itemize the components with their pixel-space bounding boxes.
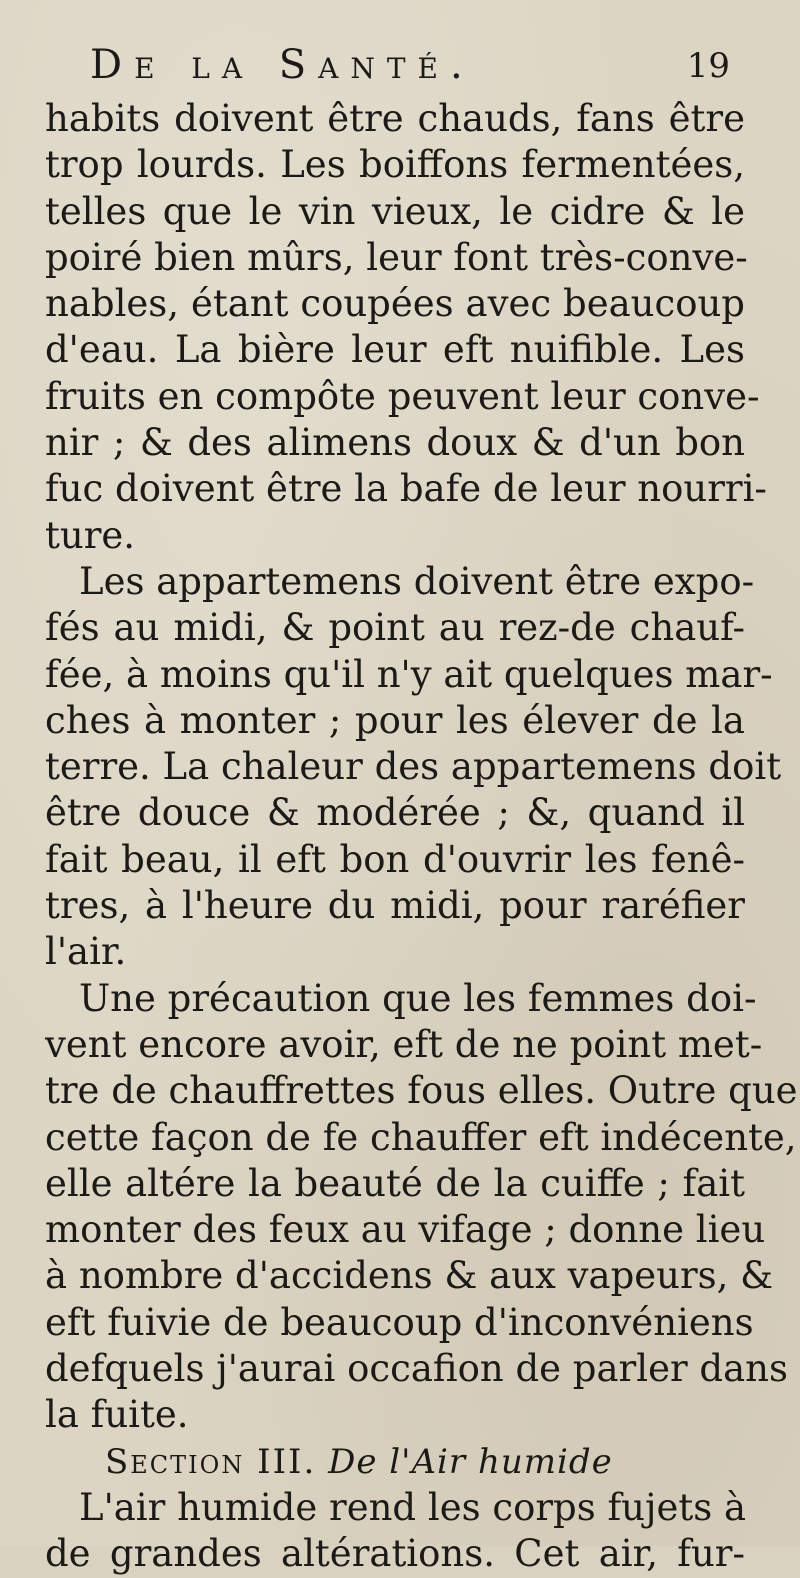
text-line: fés au midi, & point au rez-de chauf-: [45, 606, 745, 650]
text-line: defquels j'aurai occafion de parler dans: [45, 1347, 788, 1391]
text-line: la fuite.: [45, 1393, 189, 1437]
text-line: eft fuivie de beaucoup d'inconvéniens: [45, 1300, 754, 1344]
section-label: Section III.: [105, 1441, 317, 1482]
text-line: d'eau. La bière leur eft nuifible. Les: [45, 328, 745, 372]
text-line: telles que le vin vieux, le cidre & le: [45, 189, 745, 233]
text-line: à nombre d'accidens & aux vapeurs, &: [45, 1254, 774, 1298]
paragraph-start: Une précaution que les femmes doi-: [79, 976, 757, 1020]
text-line: habits doivent être chauds, fans être: [45, 97, 745, 140]
text-line: vent encore avoir, eft de ne point met-: [45, 1022, 763, 1066]
text-line: terre. La chaleur des appartemens doit: [45, 745, 782, 789]
text-line: nables, étant coupées avec beaucoup: [45, 282, 745, 326]
text-line: trop lourds. Les boiffons fermentées,: [45, 143, 745, 187]
section-heading: [45, 1439, 745, 1485]
text-line: elle altére la beauté de la cuiffe ; fait: [45, 1161, 745, 1205]
text-line: ture.: [45, 513, 136, 557]
text-line: poiré bien mûrs, leur font très-conve-: [45, 235, 748, 279]
text-line: fruits en compôte peuvent leur conve-: [45, 374, 760, 418]
page-header: [70, 42, 730, 96]
text-line: nir ; & des alimens doux & d'un bon: [45, 421, 745, 465]
text-line: ches à monter ; pour les élever de la: [45, 698, 745, 742]
text-line: fée, à moins qu'il n'y ait quelques mar-: [45, 652, 773, 696]
text-line: tres, à l'heure du midi, pour raréfier: [45, 884, 745, 928]
text-line: monter des feux au vifage ; donne lieu: [45, 1208, 766, 1252]
text-line: fait beau, il eft bon d'ouvrir les fenê-: [45, 837, 745, 881]
text-line: l'air.: [45, 930, 127, 974]
paragraph-start: L'air humide rend les corps fujets à: [79, 1485, 747, 1529]
text-line: cette façon de fe chauffer eft indécente,: [45, 1115, 797, 1159]
text-line: être douce & modérée ; &, quand il: [45, 791, 745, 835]
paragraph-start: Les appartemens doivent être expo-: [79, 559, 755, 603]
text-line: fuc doivent être la bafe de leur nourri-: [45, 467, 767, 511]
running-title: De la Santé.: [90, 42, 475, 88]
body-text: [45, 96, 798, 1578]
section-title: De l'Air humide: [328, 1441, 613, 1482]
text-line: tre de chauffrettes fous elles. Outre que: [45, 1069, 798, 1113]
text-line: de grandes altérations. Cet air, fur-: [45, 1532, 745, 1576]
page-number: 19: [686, 46, 730, 86]
